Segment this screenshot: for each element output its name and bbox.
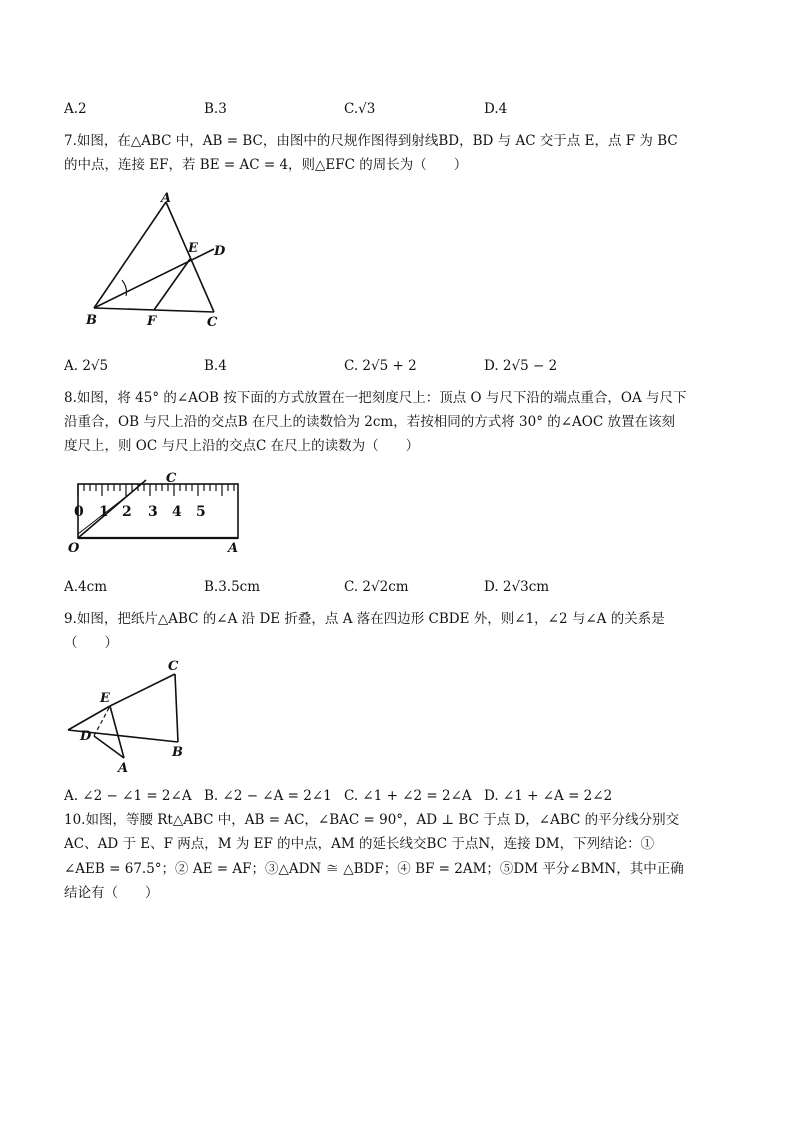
- q7-label-d: D: [214, 244, 226, 259]
- q9-option-b[interactable]: B. ∠2 − ∠A = 2∠1: [204, 788, 332, 804]
- q8-label-c: C: [166, 471, 177, 486]
- q8-tick-4: 4: [172, 504, 182, 520]
- q8-text-line3: 度尺上，则 OC 与尺上沿的交点C 在尺上的读数为（ ）: [64, 438, 420, 454]
- q8-ruler-ticks: [78, 484, 234, 496]
- q9-option-a[interactable]: A. ∠2 − ∠1 = 2∠A: [64, 788, 192, 804]
- q8-option-d[interactable]: D. 2√3cm: [484, 579, 550, 595]
- q6-option-d[interactable]: D.4: [484, 101, 508, 117]
- q7-text-line2: 的中点，连接 EF，若 BE = AC = 4，则△EFC 的周长为（ ）: [64, 157, 468, 173]
- q9-option-d[interactable]: D. ∠1 + ∠A = 2∠2: [484, 788, 613, 804]
- q9-seg-cb: [175, 674, 178, 742]
- q7-text-line1: 7.如图，在△ABC 中，AB = BC，由图中的尺规作图得到射线BD，BD 与 AC 交于点 E，点 F 为 BC: [64, 133, 678, 149]
- q8-figure: [64, 470, 254, 558]
- q7-label-c: C: [207, 315, 218, 330]
- q7-figure: [80, 192, 240, 332]
- q9-figure: [60, 656, 200, 776]
- q8-tick-1: 1: [99, 504, 109, 520]
- q10-text-line4: 结论有（ ）: [64, 885, 159, 901]
- q8-text-line1: 8.如图，将 45° 的∠AOB 按下面的方式放置在一把刻度尺上：顶点 O 与尺下沿的端点重合，OA 与尺下: [64, 390, 687, 406]
- q7-seg-ef: [154, 259, 190, 310]
- q6-option-c[interactable]: C.√3: [344, 101, 376, 117]
- q7-ray-bd: [94, 249, 214, 308]
- q7-label-b: B: [86, 313, 97, 328]
- q10-text-line2: AC、AD 于 E、F 两点，M 为 EF 的中点，AM 的延长线交BC 于点N，连接 DM，下列结论：①: [64, 836, 655, 852]
- q8-option-a[interactable]: A.4cm: [64, 579, 107, 595]
- q9-label-e: E: [100, 691, 110, 706]
- q9-seg-e-fold: [68, 706, 110, 730]
- q7-label-a: A: [161, 192, 172, 206]
- q9-option-c[interactable]: C. ∠1 + ∠2 = 2∠A: [344, 788, 472, 804]
- q7-seg-ab: [94, 202, 166, 308]
- q6-option-b[interactable]: B.3: [204, 101, 227, 117]
- q8-tick-5: 5: [196, 504, 206, 520]
- q7-option-d[interactable]: D. 2√5 − 2: [484, 358, 558, 374]
- q9-text-line2: （ ）: [64, 635, 118, 651]
- q8-tick-2: 2: [122, 504, 132, 520]
- q9-seg-ce: [110, 674, 175, 706]
- q8-label-o: O: [68, 541, 80, 556]
- q8-tick-0: 0: [74, 504, 84, 520]
- q8-ray-ob: [78, 480, 146, 538]
- q8-option-b[interactable]: B.3.5cm: [204, 579, 261, 595]
- q8-label-a: A: [228, 541, 239, 556]
- q7-label-e: E: [188, 241, 198, 256]
- q8-option-c[interactable]: C. 2√2cm: [344, 579, 409, 595]
- q9-label-a: A: [118, 761, 129, 776]
- q10-text-line1: 10.如图，等腰 Rt△ABC 中，AB = AC，∠BAC = 90°，AD ⊥ BC 于点 D，∠ABC 的平分线分别交: [64, 812, 680, 828]
- q7-option-a[interactable]: A. 2√5: [64, 358, 109, 374]
- q9-text-line1: 9.如图，把纸片△ABC 的∠A 沿 DE 折叠，点 A 落在四边形 CBDE 外，则∠1，∠2 与∠A 的关系是: [64, 611, 665, 627]
- q9-label-d: D: [80, 729, 92, 744]
- q7-option-c[interactable]: C. 2√5 + 2: [344, 358, 417, 374]
- q7-option-b[interactable]: B.4: [204, 358, 227, 374]
- q9-label-c: C: [168, 659, 179, 674]
- q10-text-line3: ∠AEB = 67.5°；② AE = AF；③△ADN ≅ △BDF；④ BF = 2AM；⑤DM 平分∠BMN，其中正确: [64, 861, 684, 877]
- q7-label-f: F: [147, 314, 157, 329]
- q7-seg-ac: [166, 202, 214, 312]
- q6-option-a[interactable]: A.2: [64, 101, 87, 117]
- q8-text-line2: 沿重合，OB 与尺上沿的交点B 在尺上的读数恰为 2cm，若按相同的方式将 30° 的∠AOC 放置在该刻: [64, 414, 675, 430]
- q9-label-b: B: [172, 745, 183, 760]
- q8-tick-3: 3: [148, 504, 158, 520]
